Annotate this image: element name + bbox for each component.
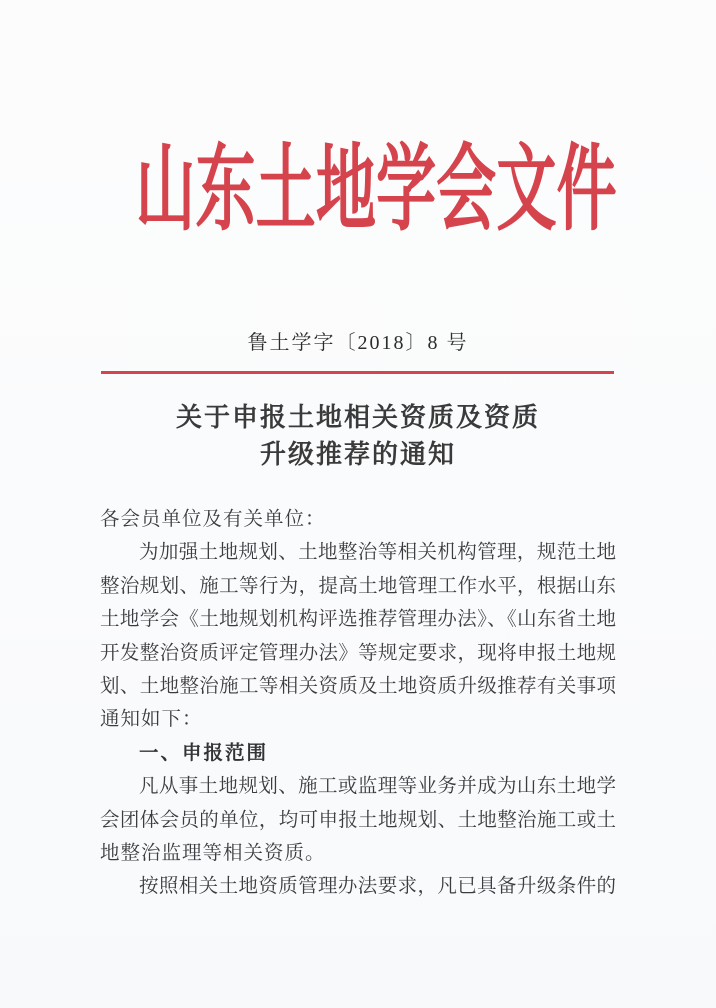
body-line: 土地学会《土地规划机构评选推荐管理办法》、《山东省土地 — [100, 609, 616, 631]
notice-title — [0, 399, 716, 473]
body-section-heading: 一、申报范围 — [139, 741, 269, 764]
letterhead — [0, 140, 716, 240]
body-line: 划、土地整治施工等相关资质及土地资质升级推荐有关事项 — [100, 675, 616, 697]
body-line: 开发整治资质评定管理办法》等规定要求，现将申报土地规 — [100, 642, 616, 664]
body-line: 地整治监理等相关资质。 — [100, 842, 326, 864]
body-line-salutation: 各会员单位及有关单位： — [100, 509, 326, 530]
body-line: 为加强土地规划、土地整治等相关机构管理，规范土地 — [139, 542, 616, 564]
red-divider-rule — [101, 371, 614, 374]
body-line: 凡从事土地规划、施工或监理等业务并成为山东土地学 — [139, 776, 616, 798]
document-body — [100, 503, 616, 904]
body-line: 会团体会员的单位，均可申报土地规划、土地整治施工或土 — [100, 809, 616, 831]
notice-title-line2: 升级推荐的通知 — [259, 440, 456, 469]
document-reference-number: 鲁土学字〔2018〕8 号 — [247, 332, 469, 354]
body-line: 通知如下： — [100, 709, 203, 731]
body-line: 整治规划、施工等行为，提高土地管理工作水平，根据山东 — [100, 575, 616, 597]
letterhead-title: 山东土地学会文件 — [135, 138, 617, 242]
body-line: 按照相关土地资质管理办法要求，凡已具备升级条件的 — [139, 876, 616, 898]
notice-title-line1: 关于申报土地相关资质及资质 — [175, 403, 540, 432]
